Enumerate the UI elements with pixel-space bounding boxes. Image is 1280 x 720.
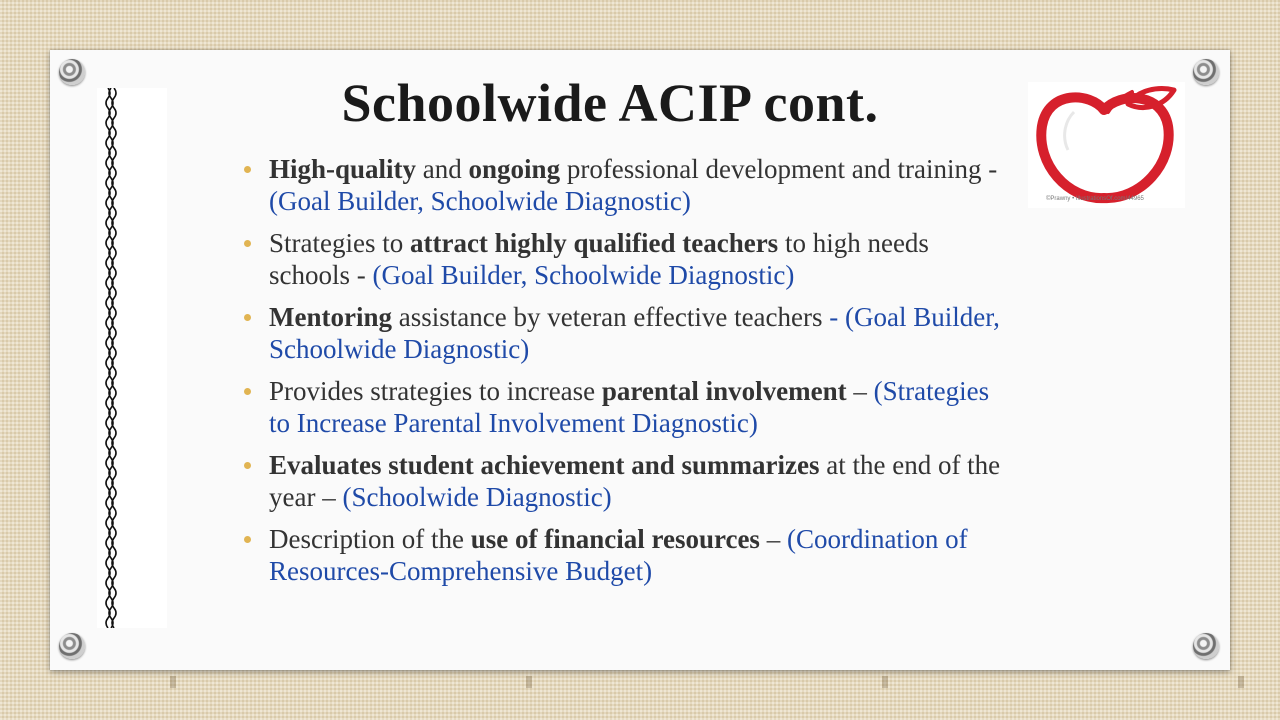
pushpin-icon bbox=[1193, 59, 1219, 85]
bullet-item bbox=[244, 301, 1004, 365]
bullet-text: Provides strategies to increase bbox=[269, 376, 602, 406]
slide-title: Schoolwide ACIP cont. bbox=[341, 73, 879, 133]
bullet-item bbox=[244, 375, 1004, 439]
twisted-cord-border bbox=[97, 88, 167, 628]
cord-strand bbox=[112, 88, 116, 628]
bullet-reference: (Goal Builder, Schoolwide Diagnostic) bbox=[372, 260, 795, 290]
bullet-emphasis: use of financial resources bbox=[470, 524, 760, 554]
bullet-item bbox=[244, 153, 1004, 217]
bullet-text: to high needs schools - bbox=[269, 228, 929, 290]
bullet-reference: (Schoolwide Diagnostic) bbox=[342, 482, 612, 512]
bullet-text: and bbox=[416, 154, 469, 184]
bullet-emphasis: Evaluates student achievement and summarizes bbox=[269, 450, 820, 480]
bullet-text: professional development and training - bbox=[560, 154, 998, 184]
bullet-item bbox=[244, 449, 1004, 513]
bullet-dot bbox=[244, 314, 251, 321]
bullet-emphasis: parental involvement bbox=[601, 376, 847, 406]
bullet-item bbox=[244, 523, 1004, 587]
apple-icon bbox=[1028, 82, 1185, 208]
bullet-emphasis: High-quality bbox=[269, 154, 417, 184]
bullet-text: – bbox=[759, 524, 787, 554]
pushpin-icon bbox=[1193, 633, 1219, 659]
bullet-reference: (Strategies to Increase Parental Involvement Diagnostic) bbox=[269, 376, 990, 438]
bullet-dot bbox=[244, 536, 251, 543]
bullet-dot bbox=[244, 462, 251, 469]
bullet-reference: (Coordination of Resources-Comprehensive Budget) bbox=[269, 524, 968, 586]
bullet-emphasis: ongoing bbox=[468, 154, 561, 184]
logo-caption: ©Prawny • IllustrationsOf.com/44965 bbox=[1046, 196, 1144, 202]
bullet-emphasis: attract highly qualified teachers bbox=[409, 228, 779, 258]
bullet-text: Strategies to bbox=[269, 228, 410, 258]
bullet-dot bbox=[244, 166, 251, 173]
bullet-emphasis: Mentoring bbox=[269, 302, 392, 332]
pushpin-icon bbox=[59, 633, 85, 659]
bullet-dot bbox=[244, 388, 251, 395]
bullet-item bbox=[244, 227, 1004, 291]
bullet-reference: (Goal Builder, Schoolwide Diagnostic) bbox=[269, 186, 691, 216]
bullet-dot bbox=[244, 240, 251, 247]
bullet-reference: - (Goal Builder, Schoolwide Diagnostic) bbox=[269, 302, 1000, 364]
bullet-text: Description of the bbox=[269, 524, 471, 554]
apple-logo bbox=[1028, 82, 1185, 208]
pushpin-icon bbox=[59, 59, 85, 85]
background-texture bbox=[0, 676, 1280, 688]
bullet-list bbox=[244, 153, 1004, 597]
bullet-text: – bbox=[846, 376, 874, 406]
bullet-text: assistance by veteran effective teachers bbox=[391, 302, 830, 332]
bullet-text: at the end of the year – bbox=[269, 450, 1001, 512]
